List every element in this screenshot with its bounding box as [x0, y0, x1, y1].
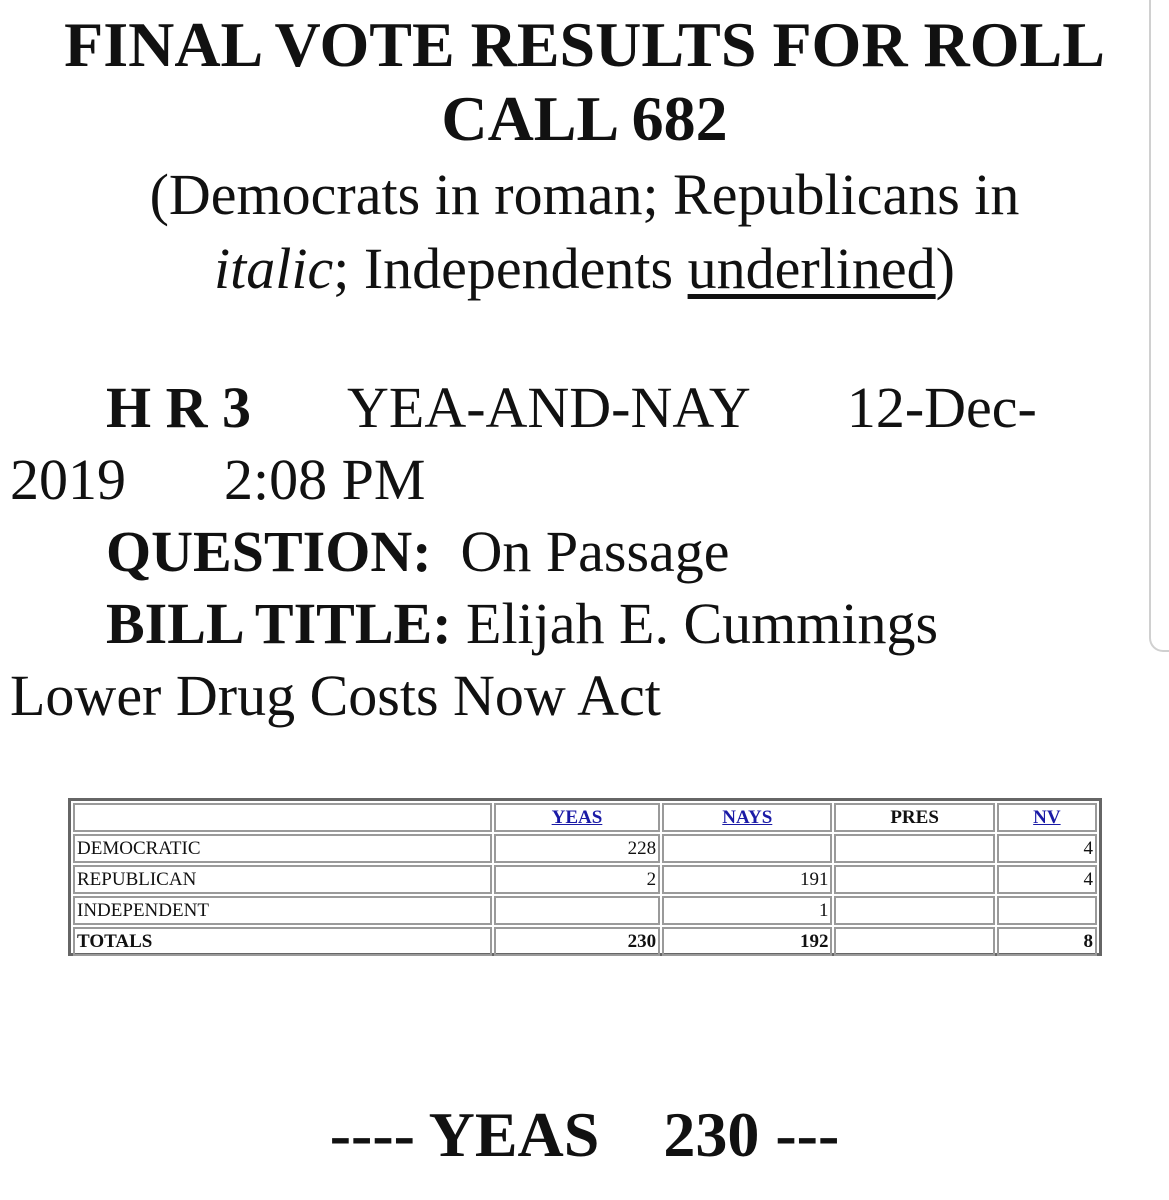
header-party	[73, 803, 492, 832]
nv-cell: 4	[997, 865, 1097, 894]
vote-info	[10, 372, 1150, 732]
vote-date-part-2: 2019	[10, 447, 126, 512]
vote-table	[71, 801, 1099, 958]
italic-example: italic	[214, 236, 334, 301]
totals-label: TOTALS	[73, 927, 492, 956]
vote-info-row-2	[10, 444, 1150, 516]
bill-title-part-1: Elijah E. Cummings	[466, 591, 939, 656]
header-nv	[997, 803, 1097, 832]
party-cell: REPUBLICAN	[73, 865, 492, 894]
totals-row	[73, 927, 1097, 956]
party-legend-middle: ; Independents	[333, 236, 688, 301]
table-row	[73, 865, 1097, 894]
party-cell: DEMOCRATIC	[73, 834, 492, 863]
nays-link[interactable]: NAYS	[722, 806, 773, 828]
bill-title-row	[10, 588, 1150, 660]
question-label: QUESTION:	[106, 519, 432, 584]
header-yeas	[494, 803, 660, 832]
party-legend-line-1: (Democrats in roman; Republicans in	[149, 162, 1020, 227]
pres-cell	[834, 834, 994, 863]
yeas-summary: ---- YEAS 230 ---	[329, 1099, 840, 1170]
table-row	[73, 896, 1097, 925]
underlined-example: underlined	[687, 236, 936, 301]
party-legend-line-2	[0, 232, 1169, 306]
question-row	[10, 516, 1150, 588]
header-pres: PRES	[834, 803, 994, 832]
vote-info-row-1	[10, 372, 1150, 444]
nv-cell: 4	[997, 834, 1097, 863]
vote-date-part-1: 12-Dec-	[846, 375, 1037, 440]
vote-time: 2:08 PM	[224, 447, 426, 512]
pres-cell	[834, 865, 994, 894]
pres-cell	[834, 896, 994, 925]
yeas-cell: 228	[494, 834, 660, 863]
table-row	[73, 834, 1097, 863]
page-title	[0, 8, 1169, 156]
nays-cell	[662, 834, 832, 863]
nays-cell: 1	[662, 896, 832, 925]
header-nays	[662, 803, 832, 832]
yeas-cell: 2	[494, 865, 660, 894]
vote-type: YEA-AND-NAY	[347, 375, 751, 440]
page-title-line-2: CALL 682	[441, 83, 728, 154]
bill-title-label: BILL TITLE:	[106, 591, 452, 656]
party-cell: INDEPENDENT	[73, 896, 492, 925]
yeas-cell	[494, 896, 660, 925]
nv-link[interactable]: NV	[1033, 806, 1061, 828]
vote-totals-table	[68, 798, 1102, 956]
nv-cell	[997, 896, 1097, 925]
totals-yeas: 230	[494, 927, 660, 956]
table-header-row	[73, 803, 1097, 832]
bill-title-part-2: Lower Drug Costs Now Act	[10, 663, 661, 728]
nays-cell: 191	[662, 865, 832, 894]
yeas-link[interactable]: YEAS	[551, 806, 603, 828]
totals-pres	[834, 927, 994, 956]
party-legend	[0, 158, 1169, 306]
party-legend-suffix: )	[935, 236, 955, 301]
bill-title-row-2	[10, 660, 1150, 732]
totals-nv: 8	[997, 927, 1097, 956]
question-value: On Passage	[460, 519, 730, 584]
bill-number: H R 3	[106, 375, 251, 440]
page-title-line-1: FINAL VOTE RESULTS FOR ROLL	[64, 9, 1105, 80]
totals-nays: 192	[662, 927, 832, 956]
